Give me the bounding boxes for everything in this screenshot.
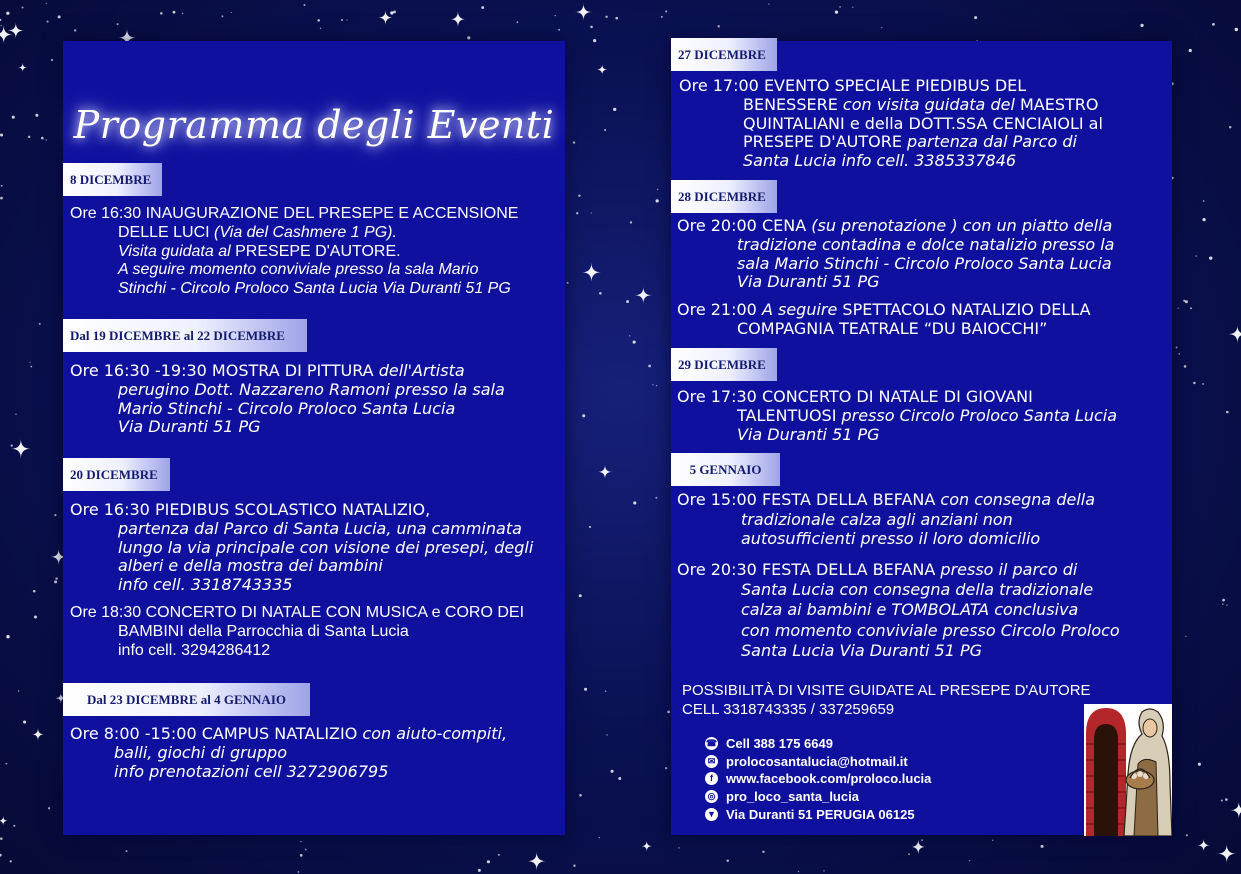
star (908, 853, 910, 855)
star (450, 11, 466, 27)
star (1202, 218, 1205, 221)
star (18, 690, 20, 692)
star (630, 221, 632, 223)
star (615, 17, 618, 20)
star (0, 25, 1, 26)
event-concerto-giovani-talentuosi: Ore 17:30 CONCERTO DI NATALE DI GIOVANI TALENTUOSI presso Circolo Proloco Santa Lucia Via Duranti 51 PG (677, 387, 1118, 444)
star (22, 7, 24, 9)
star (0, 854, 2, 857)
star (300, 854, 303, 857)
star (1222, 603, 1224, 605)
star (182, 13, 183, 14)
event-spettacolo-natalizio: Ore 21:00 A seguire SPETTACOLO NATALIZIO DELLA COMPAGNIA TEATRALE “DU BAIOCCHI” (677, 300, 1091, 338)
star (633, 501, 636, 504)
date-tag-5-gennaio: 5 GENNAIO (671, 453, 780, 486)
star (487, 860, 490, 863)
star (591, 212, 592, 213)
date-tag-8-dicembre: 8 DICEMBRE (63, 163, 162, 196)
star (30, 366, 32, 368)
star (823, 870, 824, 871)
star (657, 189, 659, 191)
star (1226, 605, 1227, 606)
star (46, 3, 47, 4)
star (498, 854, 500, 856)
nativity-figure-illustration (1084, 704, 1172, 836)
page-title: Programma degli Eventi (73, 103, 555, 147)
star (6, 12, 9, 15)
date-tag-29-dicembre: 29 DICEMBRE (671, 348, 777, 381)
star (341, 19, 343, 21)
star (652, 384, 653, 385)
date-tag-27-dicembre: 27 DICEMBRE (671, 38, 777, 71)
mail-icon: ✉ (705, 755, 718, 768)
star (655, 497, 657, 499)
star (8, 23, 24, 39)
phone-icon: ☎ (705, 738, 718, 749)
star (30, 362, 31, 363)
star (1198, 763, 1201, 766)
star (1184, 365, 1187, 368)
star (1226, 411, 1229, 414)
star (582, 263, 601, 282)
star (578, 194, 580, 196)
event-befana-anziani: Ore 15:00 FESTA DELLA BEFANA con consegna della tradizionale calza agli anziani non autosufficienti presso il loro domicilio (677, 490, 1096, 549)
star (48, 807, 50, 809)
star (320, 28, 322, 30)
star (1203, 200, 1205, 202)
star (626, 300, 629, 303)
star (611, 770, 614, 773)
star (54, 514, 56, 516)
star (1212, 23, 1215, 26)
date-tag-19-22-dicembre: Dal 19 DICEMBRE al 22 DICEMBRE (63, 319, 307, 352)
star (605, 16, 607, 18)
star (303, 4, 305, 6)
star (298, 871, 300, 873)
star (1235, 28, 1238, 31)
star (554, 15, 555, 16)
star (41, 137, 44, 140)
star (11, 439, 31, 459)
contact-list (705, 735, 931, 823)
star (34, 615, 37, 618)
star (12, 116, 15, 119)
star (467, 36, 470, 39)
star (160, 12, 163, 15)
star (582, 414, 585, 417)
star (1229, 126, 1231, 128)
star (1041, 845, 1044, 848)
star (579, 594, 582, 597)
star (1230, 802, 1241, 819)
star (18, 63, 27, 72)
star (606, 734, 607, 735)
star (635, 287, 652, 304)
star (13, 825, 15, 827)
event-befana-tombolata: Ore 20:30 FESTA DELLA BEFANA presso il parco di Santa Lucia con consegna della tradizionale calza ai bambini e TOMBOLATA conclusiva con momento conviviale presso Circolo Proloco Santa Lucia Via Duranti 51 PG (677, 560, 1120, 660)
event-mostra-di-pittura: Ore 16:30 -19:30 MOSTRA DI PITTURA dell'Artista perugino Dott. Nazzareno Ramoni presso la sala Mario Stinchi - Circolo Proloco Santa Lucia Via Duranti 51 PG (70, 361, 505, 437)
star (1178, 353, 1180, 355)
star (575, 3, 592, 20)
star (516, 21, 518, 23)
star (0, 837, 3, 840)
star (718, 25, 720, 27)
star (665, 767, 667, 769)
star (1222, 599, 1225, 602)
star (656, 385, 657, 386)
star (1225, 798, 1228, 801)
instagram-icon: ◎ (705, 790, 718, 803)
star (117, 23, 119, 25)
star (10, 860, 12, 862)
event-piedibus-benessere: Ore 17:00 EVENTO SPECIALE PIEDIBUS DEL BENESSERE con visita guidata del MAESTRO QUINTALIANI e della DOTT.SSA CENCIAIOLI al PRESEPE D'AUTORE partenza dal Parco di Santa Lucia info cell. 3385337846 (679, 76, 1103, 171)
star (1, 185, 3, 187)
star (0, 19, 1, 21)
contact-phone: ☎ Cell 388 175 6649 (705, 736, 833, 752)
star (173, 11, 176, 14)
star (881, 27, 882, 28)
event-inaugurazione: Ore 16:30 INAUGURAZIONE DEL PRESEPE E ACCENSIONE DELLE LUCI (Via del Cashmere 1 PG). Visita guidata al PRESEPE D'AUTORE. A seguire momento conviviale presso la sala Mario Stinchi - Circolo Proloco Santa Lucia Via Duranti 51 PG (70, 205, 519, 298)
contact-email[interactable]: ✉ prolocosantalucia@hotmail.it (705, 753, 931, 771)
star (0, 816, 8, 825)
star (126, 850, 128, 852)
star (584, 688, 587, 691)
event-cena: Ore 20:00 CENA (su prenotazione ) con un piatto della tradizione contadina e dolce natalizio presso la sala Mario Stinchi - Circolo Proloco Santa Lucia Via Duranti 51 PG (677, 216, 1115, 292)
star (305, 849, 307, 851)
star (28, 136, 30, 138)
star (1185, 636, 1186, 637)
star (641, 841, 652, 852)
star (1186, 834, 1188, 836)
star (589, 526, 591, 528)
star (5, 763, 7, 765)
star (1195, 255, 1197, 257)
star (678, 847, 680, 849)
star (969, 860, 970, 861)
star (35, 114, 38, 117)
star (300, 841, 302, 843)
star (835, 10, 838, 13)
star (46, 21, 48, 23)
star (0, 133, 3, 136)
star (648, 365, 651, 368)
star (317, 19, 320, 22)
star (661, 16, 663, 18)
star (1221, 799, 1223, 801)
star (593, 39, 596, 42)
star (1189, 49, 1192, 52)
star (613, 108, 616, 111)
star (390, 11, 393, 14)
star (0, 25, 13, 43)
star (633, 341, 636, 344)
contact-facebook[interactable]: f www.facebook.com/proloco.lucia (705, 770, 931, 788)
star (6, 635, 9, 638)
star (393, 10, 396, 13)
star (921, 839, 923, 841)
star (911, 839, 926, 854)
star (1185, 300, 1188, 303)
right-program-panel (671, 41, 1172, 835)
star (1177, 307, 1178, 308)
star (74, 29, 76, 31)
star (1202, 383, 1204, 385)
star (1209, 257, 1212, 260)
star (599, 292, 602, 295)
star (39, 323, 41, 325)
guided-visits-notice: POSSIBILITÀ DI VISITE GUIDATE AL PRESEPE D'AUTORE CELL 3318743335 / 337259659 (682, 682, 1091, 718)
star (478, 869, 481, 872)
star (346, 19, 347, 20)
event-campus-natalizio: Ore 8:00 -15:00 CAMPUS NATALIZIO con aiuto-compiti, balli, giochi di gruppo info prenotazioni cell 3272906795 (70, 724, 508, 781)
date-tag-23-dicembre-4-gennaio: Dal 23 DICEMBRE al 4 GENNAIO (63, 683, 310, 716)
star (11, 444, 13, 446)
date-tag-20-dicembre: 20 DICEMBRE (63, 458, 170, 491)
star (55, 577, 57, 579)
star (1217, 844, 1236, 863)
star (768, 3, 769, 4)
star (573, 865, 575, 867)
star (590, 26, 593, 29)
star (598, 465, 612, 479)
star (974, 16, 977, 19)
star (579, 794, 582, 797)
star (45, 139, 47, 141)
star (558, 29, 560, 31)
contact-address: ▼ Via Duranti 51 PERUGIA 06125 (705, 805, 931, 823)
star (727, 860, 729, 862)
star (58, 15, 61, 18)
star (605, 690, 607, 692)
contact-instagram[interactable]: ◎ pro_loco_santa_lucia (705, 788, 931, 806)
event-concerto-coro-bambini: Ore 18:30 CONCERTO DI NATALE CON MUSICA e CORO DEI BAMBINI della Parrocchia di Santa Lucia info cell. 3294286412 (70, 604, 525, 659)
star (599, 837, 601, 839)
star (32, 728, 45, 741)
star (665, 10, 667, 12)
star (852, 7, 853, 8)
star (604, 129, 606, 131)
star (51, 59, 53, 61)
star (762, 851, 764, 853)
star (992, 839, 994, 841)
star (839, 6, 841, 8)
star (0, 197, 3, 200)
star (618, 777, 621, 780)
star (1193, 382, 1195, 384)
location-pin-icon: ▼ (705, 808, 718, 821)
star (527, 852, 545, 870)
star (1229, 325, 1241, 343)
star (629, 335, 630, 336)
date-tag-28-dicembre: 28 DICEMBRE (671, 180, 777, 213)
star (1176, 347, 1178, 349)
event-piedibus-scolastico: Ore 16:30 PIEDIBUS SCOLASTICO NATALIZIO, partenza dal Parco di Santa Lucia, una camminata lungo la via principale con visione dei presepi, degli alberi e della mostra dei bambini info cell. 3318743335 (70, 500, 534, 595)
star (1197, 839, 1210, 852)
star (667, 710, 670, 713)
star (481, 6, 484, 9)
star (15, 414, 16, 415)
star (33, 590, 36, 593)
star (576, 212, 578, 214)
star (54, 580, 57, 583)
star (1140, 24, 1143, 27)
facebook-icon: f (705, 772, 718, 785)
star (597, 64, 608, 75)
left-program-panel (63, 41, 565, 835)
star (655, 199, 658, 202)
star (231, 12, 232, 13)
star (23, 720, 26, 723)
star (221, 15, 223, 17)
star (798, 871, 799, 872)
star (566, 282, 568, 284)
star (573, 141, 575, 143)
star (1190, 307, 1192, 309)
